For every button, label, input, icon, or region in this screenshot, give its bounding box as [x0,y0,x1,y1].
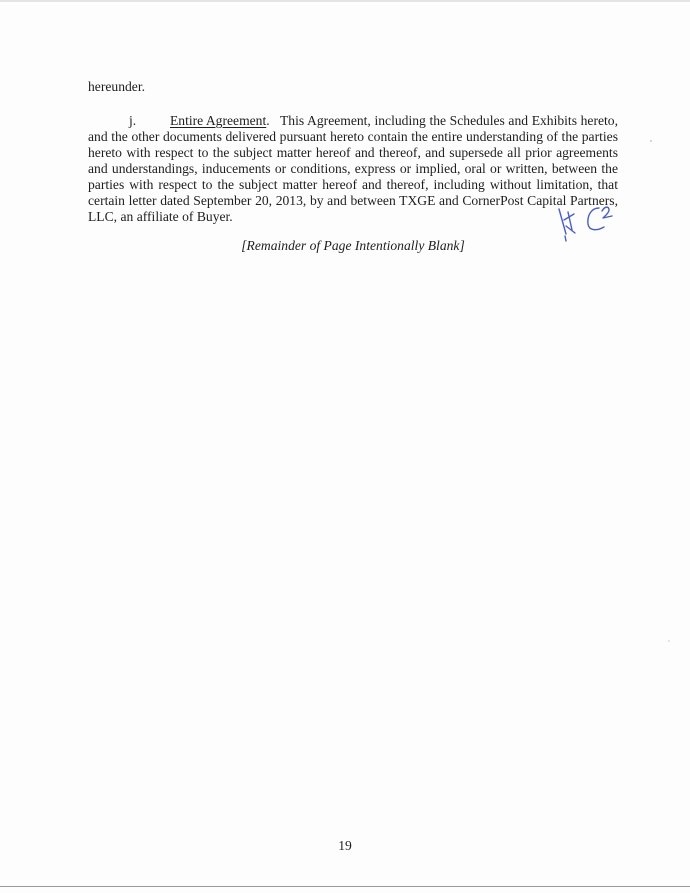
scan-bottom-rule [0,886,690,887]
section-heading-punct: . [266,113,270,128]
section-line: certain letter dated September 20, 2013, by and between TXGE and CornerPost Capital Partners, [88,193,618,208]
section-heading: Entire Agreement [170,113,267,128]
page-number: 19 [338,838,352,853]
scan-top-edge [0,0,690,2]
section-marker: j. [129,113,137,128]
carryover-text: hereunder. [88,79,145,94]
section-first-line-text: This Agreement, including the Schedules and Exhibits hereto, [280,113,618,128]
section-line: parties with respect to the subject matter hereof and thereof, including without limitation, that [88,177,618,192]
remainder-note: [Remainder of Page Intentionally Blank] [241,238,465,253]
section-line: and understandings, inducements or conditions, express or implied, oral or written, between the [88,161,618,176]
scan-speck [650,140,652,142]
section-first-line [170,113,618,129]
section-line: hereto with respect to the subject matter hereof and thereof, and supersede all prior agreements [88,145,618,160]
section-last-line: LLC, an affiliate of Buyer. [88,209,233,224]
scan-speck [668,640,670,642]
section-line: and the other documents delivered pursuant hereto contain the entire understanding of the parties [88,129,618,144]
